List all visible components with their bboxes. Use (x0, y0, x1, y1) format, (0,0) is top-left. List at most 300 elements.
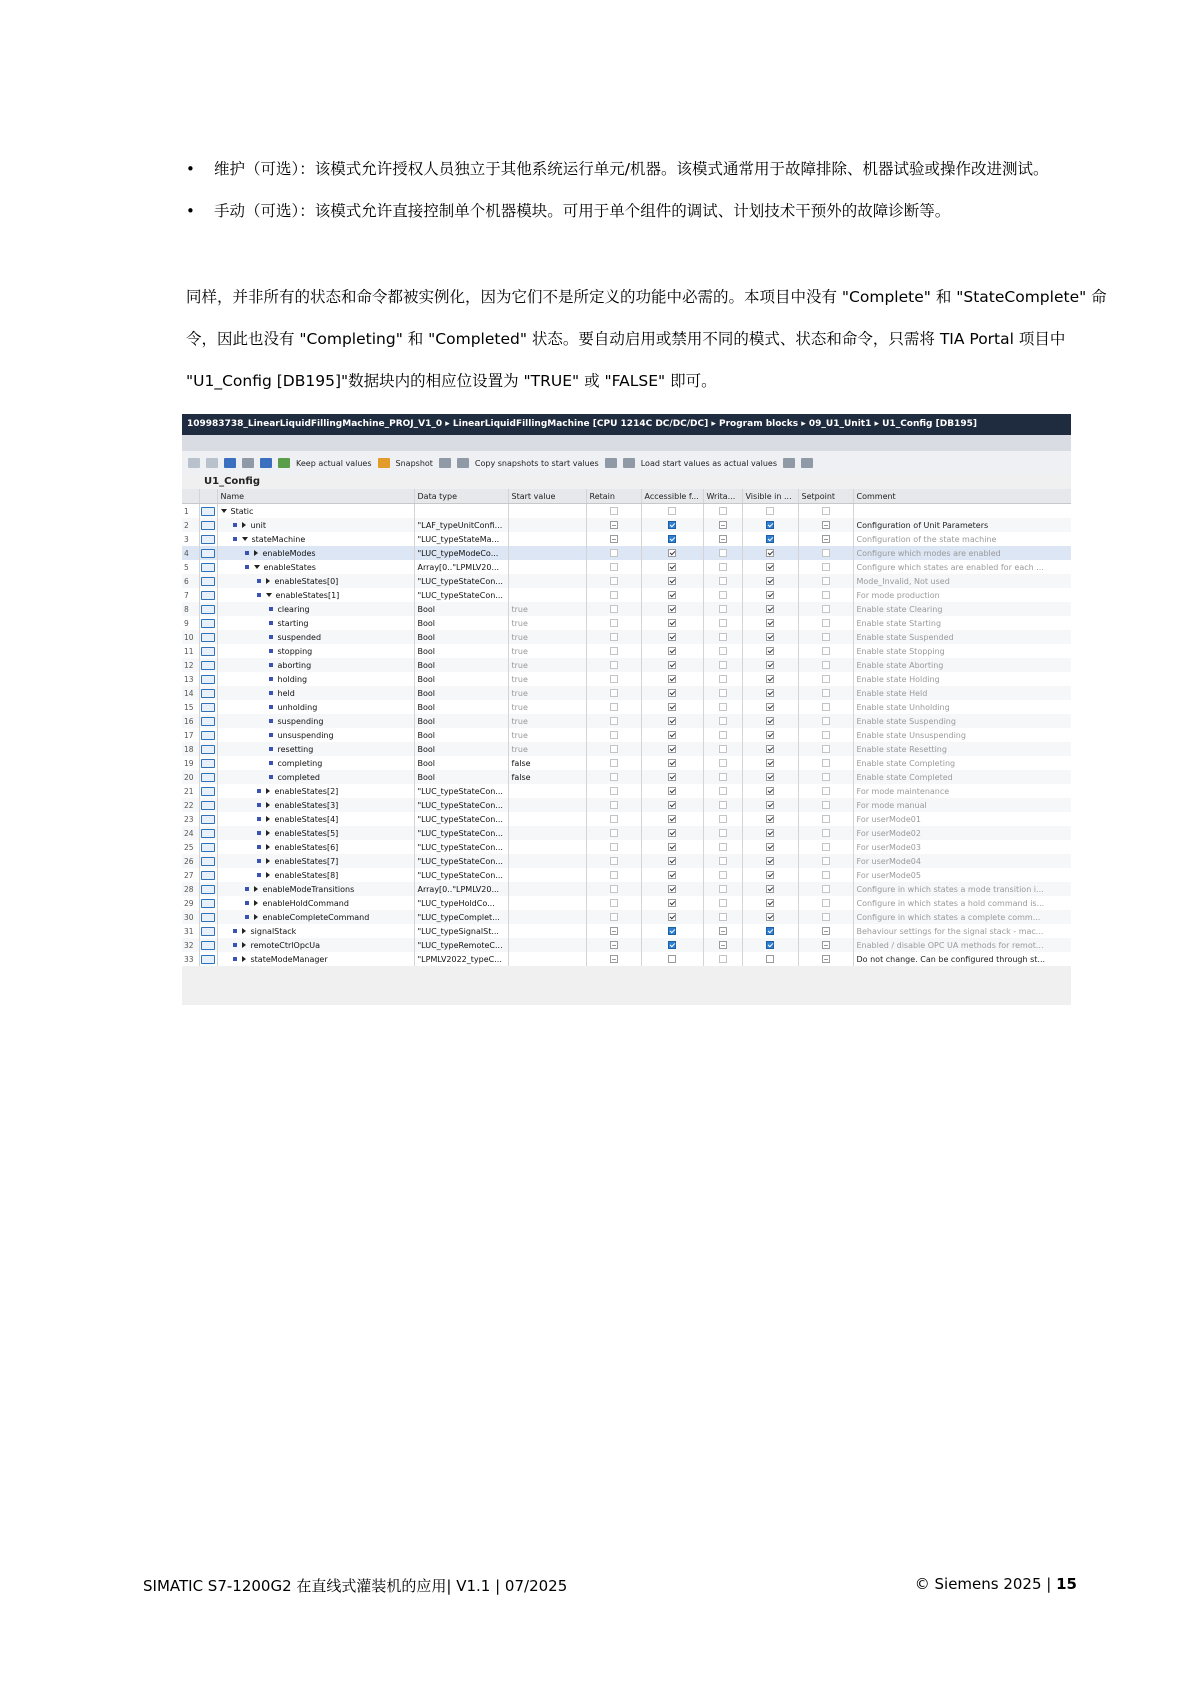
checkbox[interactable] (668, 591, 676, 599)
table-row[interactable] (182, 644, 1071, 658)
checkbox[interactable] (719, 717, 727, 725)
checkbox[interactable] (822, 675, 830, 683)
checkbox[interactable] (610, 563, 618, 571)
comment-cell[interactable]: For userMode05 (853, 868, 1071, 882)
comment-cell[interactable]: Enable state Clearing (853, 602, 1071, 616)
checkbox[interactable] (766, 885, 774, 893)
data-type-cell[interactable]: Bool (414, 602, 508, 616)
checkbox[interactable] (610, 591, 618, 599)
table-row[interactable] (182, 896, 1071, 910)
name-cell[interactable] (217, 938, 414, 952)
table-row[interactable] (182, 812, 1071, 826)
start-value-cell[interactable]: true (508, 602, 586, 616)
comment-cell[interactable]: Configure which states are enabled for each ... (853, 560, 1071, 574)
start-value-cell[interactable]: true (508, 714, 586, 728)
name-cell[interactable] (217, 742, 414, 756)
checkbox[interactable] (610, 703, 618, 711)
name-cell[interactable] (217, 560, 414, 574)
comment-cell[interactable]: Enable state Holding (853, 672, 1071, 686)
start-value-cell[interactable] (508, 896, 586, 910)
checkbox[interactable] (610, 871, 618, 879)
data-type-cell[interactable]: Bool (414, 756, 508, 770)
checkbox[interactable] (668, 577, 676, 585)
checkbox[interactable] (668, 661, 676, 669)
expand-arrow-icon[interactable] (254, 900, 258, 906)
checkbox[interactable] (668, 717, 676, 725)
checkbox[interactable] (668, 619, 676, 627)
checkbox[interactable] (766, 591, 774, 599)
checkbox[interactable] (719, 507, 727, 515)
checkbox[interactable] (719, 521, 727, 529)
expand-arrow-icon[interactable] (254, 914, 258, 920)
checkbox[interactable] (766, 549, 774, 557)
checkbox[interactable] (719, 605, 727, 613)
checkbox[interactable] (668, 927, 676, 935)
checkbox[interactable] (719, 913, 727, 921)
checkbox[interactable] (719, 661, 727, 669)
db-icon[interactable] (783, 458, 795, 468)
name-cell[interactable] (217, 518, 414, 532)
checkbox[interactable] (719, 591, 727, 599)
checkbox[interactable] (668, 675, 676, 683)
col-writable[interactable]: Writa... (703, 489, 742, 504)
checkbox[interactable] (822, 913, 830, 921)
checkbox[interactable] (610, 521, 618, 529)
checkbox[interactable] (766, 759, 774, 767)
comment-cell[interactable]: For mode manual (853, 798, 1071, 812)
start-value-cell[interactable] (508, 588, 586, 602)
name-cell[interactable] (217, 756, 414, 770)
data-type-cell[interactable]: "LUC_typeStateCon... (414, 798, 508, 812)
checkbox[interactable] (719, 927, 727, 935)
checkbox[interactable] (610, 619, 618, 627)
checkbox[interactable] (822, 871, 830, 879)
checkbox[interactable] (610, 885, 618, 893)
comment-cell[interactable]: Behaviour settings for the signal stack - mac... (853, 924, 1071, 938)
checkbox[interactable] (719, 941, 727, 949)
start-value-cell[interactable]: true (508, 700, 586, 714)
comment-cell[interactable]: Configure in which states a hold command is... (853, 896, 1071, 910)
name-cell[interactable] (217, 854, 414, 868)
checkbox[interactable] (668, 507, 676, 515)
col-name[interactable]: Name (217, 489, 414, 504)
checkbox[interactable] (719, 829, 727, 837)
expand-arrow-icon[interactable] (242, 956, 246, 962)
comment-cell[interactable]: Do not change. Can be configured through st... (853, 952, 1071, 966)
checkbox[interactable] (822, 941, 830, 949)
expand-arrow-icon[interactable] (242, 928, 246, 934)
checkbox[interactable] (719, 745, 727, 753)
checkbox[interactable] (766, 703, 774, 711)
checkbox[interactable] (668, 857, 676, 865)
table-row[interactable] (182, 714, 1071, 728)
checkbox[interactable] (610, 549, 618, 557)
start-value-cell[interactable]: true (508, 658, 586, 672)
checkbox[interactable] (822, 787, 830, 795)
snapshot-button[interactable]: Snapshot (395, 458, 433, 468)
checkbox[interactable] (719, 563, 727, 571)
data-type-cell[interactable]: "LUC_typeHoldCo... (414, 896, 508, 910)
list-icon[interactable] (260, 458, 272, 468)
checkbox[interactable] (766, 507, 774, 515)
data-type-cell[interactable]: "LUC_typeSignalSt... (414, 924, 508, 938)
comment-cell[interactable]: Enable state Completing (853, 756, 1071, 770)
data-type-cell[interactable]: Bool (414, 714, 508, 728)
comment-cell[interactable]: Enable state Stopping (853, 644, 1071, 658)
comment-cell[interactable]: Configuration of Unit Parameters (853, 518, 1071, 532)
table-row[interactable] (182, 938, 1071, 952)
data-type-cell[interactable]: Bool (414, 700, 508, 714)
name-cell[interactable] (217, 868, 414, 882)
expand-arrow-icon[interactable] (266, 578, 270, 584)
checkbox[interactable] (822, 549, 830, 557)
checkbox[interactable] (719, 815, 727, 823)
expand-arrow-icon[interactable] (266, 788, 270, 794)
checkbox[interactable] (822, 843, 830, 851)
start-value-cell[interactable]: true (508, 686, 586, 700)
collapse-arrow-icon[interactable] (242, 537, 248, 541)
checkbox[interactable] (766, 661, 774, 669)
checkbox[interactable] (766, 955, 774, 963)
checkbox[interactable] (668, 941, 676, 949)
checkbox[interactable] (668, 647, 676, 655)
expand-arrow-icon[interactable] (242, 942, 246, 948)
table-row[interactable] (182, 798, 1071, 812)
checkbox[interactable] (668, 955, 676, 963)
comment-cell[interactable]: Mode_Invalid, Not used (853, 574, 1071, 588)
checkbox[interactable] (766, 815, 774, 823)
checkbox[interactable] (610, 941, 618, 949)
collapse-arrow-icon[interactable] (266, 593, 272, 597)
name-cell[interactable] (217, 728, 414, 742)
checkbox[interactable] (668, 549, 676, 557)
checkbox[interactable] (668, 703, 676, 711)
table-row[interactable] (182, 616, 1071, 630)
table-row[interactable] (182, 854, 1071, 868)
checkbox[interactable] (719, 955, 727, 963)
name-cell[interactable] (217, 588, 414, 602)
checkbox[interactable] (719, 675, 727, 683)
checkbox[interactable] (668, 787, 676, 795)
monitor-icon[interactable] (224, 458, 236, 468)
checkbox[interactable] (719, 885, 727, 893)
table-row[interactable] (182, 784, 1071, 798)
table-row[interactable] (182, 882, 1071, 896)
start-value-cell[interactable] (508, 826, 586, 840)
expand-arrow-icon[interactable] (266, 830, 270, 836)
data-type-cell[interactable]: Bool (414, 616, 508, 630)
expand-arrow-icon[interactable] (266, 872, 270, 878)
checkbox[interactable] (610, 731, 618, 739)
name-cell[interactable] (217, 546, 414, 560)
table-row[interactable] (182, 910, 1071, 924)
checkbox[interactable] (610, 675, 618, 683)
checkbox[interactable] (668, 773, 676, 781)
checkbox[interactable] (668, 605, 676, 613)
name-cell[interactable] (217, 784, 414, 798)
start-value-cell[interactable] (508, 868, 586, 882)
checkbox[interactable] (610, 927, 618, 935)
table-row[interactable] (182, 686, 1071, 700)
col-comment[interactable]: Comment (853, 489, 1071, 504)
data-type-cell[interactable]: "LAF_typeUnitConfi... (414, 518, 508, 532)
checkbox[interactable] (766, 871, 774, 879)
checkbox[interactable] (822, 689, 830, 697)
start-value-cell[interactable]: true (508, 742, 586, 756)
insert-row-icon[interactable] (188, 458, 200, 468)
checkbox[interactable] (822, 535, 830, 543)
db-download-icon[interactable] (801, 458, 813, 468)
col-retain[interactable]: Retain (586, 489, 641, 504)
checkbox[interactable] (719, 647, 727, 655)
data-type-cell[interactable]: Bool (414, 644, 508, 658)
checkbox[interactable] (719, 619, 727, 627)
checkbox[interactable] (766, 941, 774, 949)
data-type-cell[interactable]: Bool (414, 630, 508, 644)
checkbox[interactable] (822, 507, 830, 515)
checkbox[interactable] (766, 913, 774, 921)
name-cell[interactable] (217, 686, 414, 700)
data-type-cell[interactable]: Array[0.."LPMLV20... (414, 882, 508, 896)
name-cell[interactable] (217, 714, 414, 728)
comment-cell[interactable]: For mode production (853, 588, 1071, 602)
checkbox[interactable] (822, 759, 830, 767)
checkbox[interactable] (766, 675, 774, 683)
table-row[interactable] (182, 952, 1071, 966)
checkbox[interactable] (822, 857, 830, 865)
data-type-cell[interactable]: "LUC_typeRemoteC... (414, 938, 508, 952)
start-value-cell[interactable] (508, 546, 586, 560)
comment-cell[interactable]: Enabled / disable OPC UA methods for remot... (853, 938, 1071, 952)
table-row[interactable] (182, 728, 1071, 742)
load-start-values-button[interactable]: Load start values as actual values (640, 458, 778, 468)
checkbox[interactable] (766, 857, 774, 865)
checkbox[interactable] (766, 633, 774, 641)
table-row[interactable] (182, 560, 1071, 574)
start-value-cell[interactable]: false (508, 756, 586, 770)
comment-cell[interactable]: For userMode04 (853, 854, 1071, 868)
checkbox[interactable] (766, 787, 774, 795)
table-row[interactable] (182, 924, 1071, 938)
name-cell[interactable] (217, 672, 414, 686)
checkbox[interactable] (668, 815, 676, 823)
checkbox[interactable] (668, 759, 676, 767)
checkbox[interactable] (766, 927, 774, 935)
start-value-cell[interactable] (508, 840, 586, 854)
checkbox[interactable] (822, 661, 830, 669)
data-type-cell[interactable]: Bool (414, 728, 508, 742)
start-value-cell[interactable] (508, 574, 586, 588)
checkbox[interactable] (610, 605, 618, 613)
table-row[interactable] (182, 672, 1071, 686)
name-cell[interactable] (217, 700, 414, 714)
checkbox[interactable] (766, 647, 774, 655)
name-cell[interactable] (217, 952, 414, 966)
table-row[interactable] (182, 588, 1071, 602)
checkbox[interactable] (719, 787, 727, 795)
checkbox[interactable] (610, 535, 618, 543)
start-value-cell[interactable] (508, 854, 586, 868)
table-row[interactable] (182, 770, 1071, 784)
data-type-cell[interactable]: "LUC_typeModeCo... (414, 546, 508, 560)
start-value-cell[interactable] (508, 504, 586, 519)
data-type-cell[interactable]: Bool (414, 686, 508, 700)
data-type-cell[interactable]: "LUC_typeComplet... (414, 910, 508, 924)
checkbox[interactable] (668, 885, 676, 893)
expand-arrow-icon[interactable] (266, 816, 270, 822)
table-row[interactable] (182, 504, 1071, 519)
name-cell[interactable] (217, 532, 414, 546)
table-row[interactable] (182, 658, 1071, 672)
comment-cell[interactable]: For userMode02 (853, 826, 1071, 840)
data-type-cell[interactable]: "LUC_typeStateCon... (414, 840, 508, 854)
checkbox[interactable] (668, 871, 676, 879)
table-row[interactable] (182, 574, 1071, 588)
checkbox[interactable] (719, 703, 727, 711)
data-type-cell[interactable]: "LPMLV2022_typeC... (414, 952, 508, 966)
checkbox[interactable] (766, 521, 774, 529)
checkbox[interactable] (610, 801, 618, 809)
checkbox[interactable] (719, 843, 727, 851)
checkbox[interactable] (822, 899, 830, 907)
checkbox[interactable] (668, 829, 676, 837)
name-cell[interactable] (217, 658, 414, 672)
table-row[interactable] (182, 868, 1071, 882)
checkbox[interactable] (822, 633, 830, 641)
checkbox[interactable] (766, 773, 774, 781)
checkbox[interactable] (610, 955, 618, 963)
start-value-cell[interactable]: true (508, 672, 586, 686)
start-value-cell[interactable] (508, 910, 586, 924)
checkbox[interactable] (766, 563, 774, 571)
checkbox[interactable] (719, 731, 727, 739)
checkbox[interactable] (822, 801, 830, 809)
start-value-cell[interactable]: false (508, 770, 586, 784)
comment-cell[interactable]: Enable state Suspended (853, 630, 1071, 644)
copy-icon[interactable] (439, 458, 451, 468)
comment-cell[interactable]: Configuration of the state machine (853, 532, 1071, 546)
checkbox[interactable] (719, 549, 727, 557)
start-value-cell[interactable] (508, 518, 586, 532)
table-row[interactable] (182, 532, 1071, 546)
checkbox[interactable] (822, 731, 830, 739)
checkbox[interactable] (822, 815, 830, 823)
copy-snapshots-button[interactable]: Copy snapshots to start values (474, 458, 599, 468)
checkbox[interactable] (610, 647, 618, 655)
comment-cell[interactable]: Enable state Unholding (853, 700, 1071, 714)
expand-icon[interactable] (242, 458, 254, 468)
checkbox[interactable] (766, 535, 774, 543)
col-start-value[interactable]: Start value (508, 489, 586, 504)
checkbox[interactable] (719, 689, 727, 697)
data-type-cell[interactable]: "LUC_typeStateCon... (414, 826, 508, 840)
checkbox[interactable] (822, 703, 830, 711)
name-cell[interactable] (217, 910, 414, 924)
expand-arrow-icon[interactable] (266, 802, 270, 808)
data-type-cell[interactable]: "LUC_typeStateCon... (414, 574, 508, 588)
checkbox[interactable] (719, 577, 727, 585)
start-value-cell[interactable] (508, 924, 586, 938)
checkbox[interactable] (610, 661, 618, 669)
checkbox[interactable] (668, 535, 676, 543)
name-cell[interactable] (217, 840, 414, 854)
comment-cell[interactable]: Enable state Held (853, 686, 1071, 700)
start-value-cell[interactable] (508, 882, 586, 896)
checkbox[interactable] (668, 633, 676, 641)
checkbox[interactable] (766, 731, 774, 739)
start-value-cell[interactable]: true (508, 644, 586, 658)
start-value-cell[interactable]: true (508, 630, 586, 644)
start-value-cell[interactable] (508, 952, 586, 966)
table-row[interactable] (182, 826, 1071, 840)
checkbox[interactable] (822, 577, 830, 585)
expand-arrow-icon[interactable] (242, 522, 246, 528)
checkbox[interactable] (668, 745, 676, 753)
comment-cell[interactable]: Enable state Aborting (853, 658, 1071, 672)
checkbox[interactable] (822, 521, 830, 529)
checkbox[interactable] (610, 899, 618, 907)
comment-cell[interactable]: For userMode03 (853, 840, 1071, 854)
start-value-cell[interactable] (508, 532, 586, 546)
checkbox[interactable] (822, 829, 830, 837)
checkbox[interactable] (719, 899, 727, 907)
checkbox[interactable] (610, 759, 618, 767)
checkbox[interactable] (822, 927, 830, 935)
checkbox[interactable] (766, 745, 774, 753)
name-cell[interactable] (217, 896, 414, 910)
data-type-cell[interactable] (414, 504, 508, 519)
comment-cell[interactable]: For userMode01 (853, 812, 1071, 826)
checkbox[interactable] (822, 619, 830, 627)
name-cell[interactable] (217, 882, 414, 896)
copy-all-icon[interactable] (457, 458, 469, 468)
name-cell[interactable] (217, 602, 414, 616)
checkbox[interactable] (668, 521, 676, 529)
start-value-cell[interactable] (508, 798, 586, 812)
col-data-type[interactable]: Data type (414, 489, 508, 504)
checkbox[interactable] (610, 829, 618, 837)
name-cell[interactable] (217, 630, 414, 644)
checkbox[interactable] (719, 871, 727, 879)
keep-actual-values-button[interactable]: Keep actual values (296, 458, 372, 468)
checkbox[interactable] (766, 605, 774, 613)
table-row[interactable] (182, 630, 1071, 644)
checkbox[interactable] (766, 619, 774, 627)
load-icon[interactable] (605, 458, 617, 468)
comment-cell[interactable]: Enable state Unsuspending (853, 728, 1071, 742)
checkbox[interactable] (766, 717, 774, 725)
name-cell[interactable] (217, 798, 414, 812)
checkbox[interactable] (766, 829, 774, 837)
expand-arrow-icon[interactable] (254, 886, 258, 892)
checkbox[interactable] (668, 913, 676, 921)
name-cell[interactable] (217, 644, 414, 658)
table-row[interactable] (182, 546, 1071, 560)
comment-cell[interactable] (853, 504, 1071, 519)
data-type-cell[interactable]: "LUC_typeStateCon... (414, 868, 508, 882)
snapshot-icon[interactable] (378, 458, 390, 468)
checkbox[interactable] (766, 689, 774, 697)
checkbox[interactable] (822, 773, 830, 781)
checkbox[interactable] (610, 745, 618, 753)
comment-cell[interactable]: Configure in which states a complete comm... (853, 910, 1071, 924)
col-setpoint[interactable]: Setpoint (798, 489, 853, 504)
comment-cell[interactable]: Enable state Resetting (853, 742, 1071, 756)
checkbox[interactable] (822, 591, 830, 599)
comment-cell[interactable]: Enable state Suspending (853, 714, 1071, 728)
col-accessible[interactable]: Accessible f... (641, 489, 703, 504)
checkbox[interactable] (822, 563, 830, 571)
